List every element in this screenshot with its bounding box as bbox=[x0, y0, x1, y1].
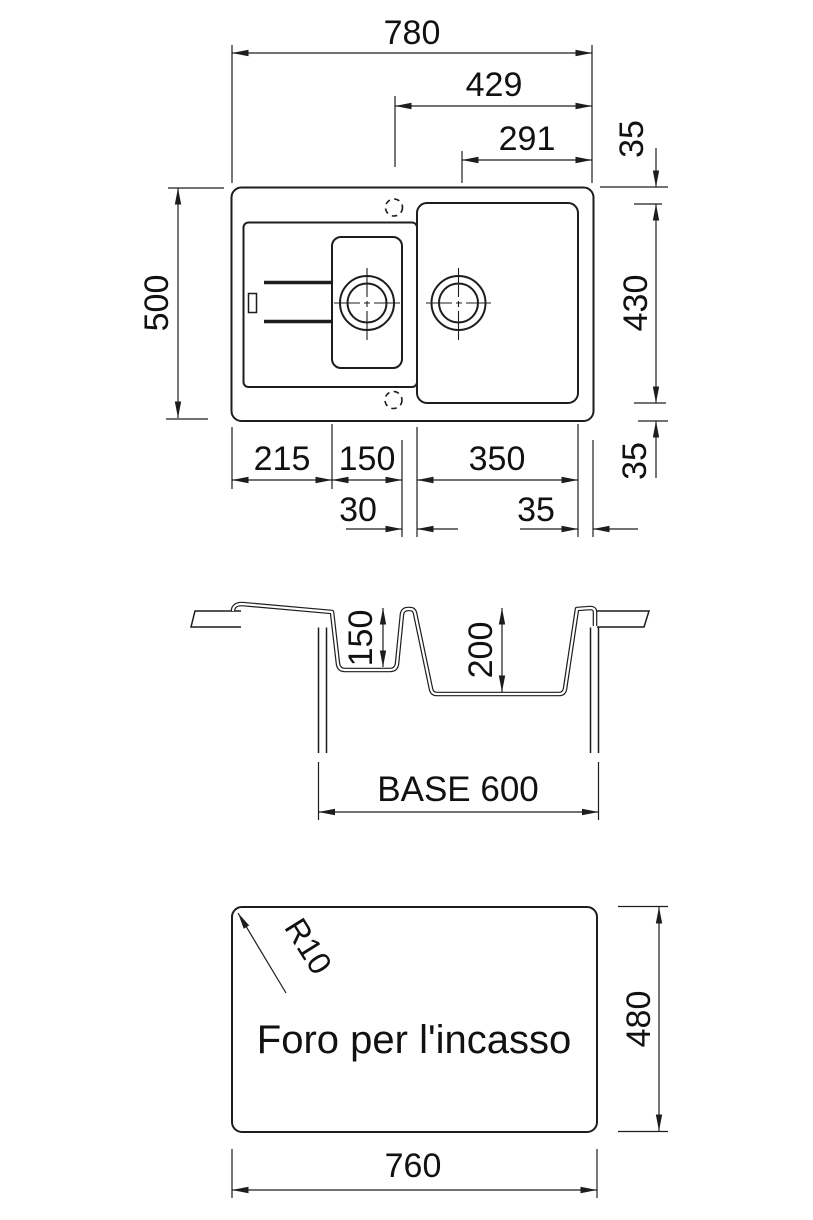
dim-cutout-depth bbox=[618, 907, 668, 1132]
dim-bowl-gap bbox=[339, 491, 458, 529]
drainboard bbox=[244, 223, 418, 388]
cabinet-wall-right bbox=[591, 628, 599, 754]
dim-label-760: 760 bbox=[384, 1147, 442, 1185]
dim-main-bowl-depth bbox=[462, 608, 502, 692]
dim-drain-offset bbox=[462, 120, 592, 160]
cutout-caption: Foro per l'incasso bbox=[256, 1018, 572, 1062]
tap-hole-top-icon bbox=[386, 199, 403, 216]
main-bowl-drain-icon bbox=[426, 268, 491, 340]
dim-base bbox=[319, 762, 599, 820]
small-bowl-drain-icon bbox=[334, 268, 400, 340]
dim-tap-offset bbox=[395, 66, 592, 106]
dim-top-margin bbox=[613, 120, 656, 187]
dim-label-291: 291 bbox=[498, 120, 556, 158]
dim-label-500: 500 bbox=[138, 274, 176, 332]
countertop-left bbox=[191, 611, 241, 627]
dim-small-bowl-depth bbox=[342, 608, 383, 667]
dim-overall-width bbox=[232, 14, 592, 53]
dim-label-429: 429 bbox=[465, 66, 523, 104]
dim-label-480: 480 bbox=[620, 990, 658, 1048]
dim-main-bowl-width bbox=[417, 440, 578, 480]
cutout-view bbox=[232, 907, 668, 1199]
section-shell bbox=[233, 604, 595, 694]
dim-small-bowl-width bbox=[332, 440, 402, 480]
dim-label-35-bottom: 35 bbox=[616, 442, 654, 480]
r10-leader-line bbox=[238, 913, 286, 993]
dim-drainboard-width bbox=[232, 440, 332, 480]
dim-label-215: 215 bbox=[253, 440, 311, 478]
dim-label-150-depth: 150 bbox=[342, 609, 380, 667]
dim-label-base-600: BASE 600 bbox=[377, 770, 539, 809]
top-view bbox=[138, 14, 668, 537]
radius-callout bbox=[238, 912, 339, 993]
dim-cutout-width bbox=[232, 1147, 597, 1198]
cabinet-wall-left bbox=[319, 628, 327, 754]
section-view bbox=[191, 604, 649, 820]
dim-overall-depth bbox=[138, 188, 178, 418]
dim-label-200-depth: 200 bbox=[462, 621, 500, 679]
dim-label-350: 350 bbox=[468, 440, 526, 478]
dim-label-430: 430 bbox=[617, 274, 655, 332]
countertop-right bbox=[597, 611, 649, 627]
dim-label-35-gap: 35 bbox=[517, 491, 555, 529]
dim-label-r10: R10 bbox=[277, 911, 340, 981]
dim-label-30: 30 bbox=[339, 491, 377, 529]
overflow-slot bbox=[249, 294, 257, 313]
dim-label-780: 780 bbox=[383, 14, 441, 52]
dim-label-35-top: 35 bbox=[613, 120, 651, 158]
drain-grooves bbox=[264, 283, 332, 322]
dim-label-150: 150 bbox=[338, 440, 396, 478]
dim-bowls-span bbox=[617, 204, 656, 403]
tap-hole-bottom-icon bbox=[385, 392, 402, 409]
dim-bottom-margin bbox=[616, 421, 656, 480]
